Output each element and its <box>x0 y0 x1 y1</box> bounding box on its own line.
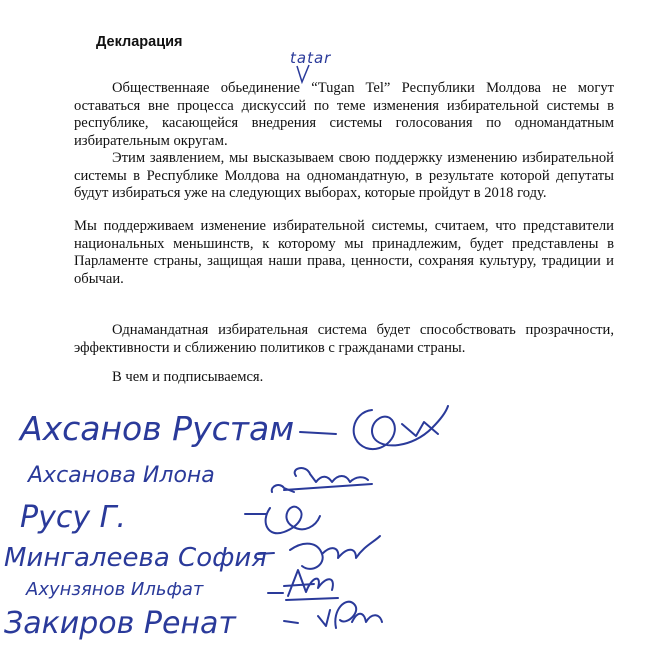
paragraph-4: Однамандатная избирательная система будет способствовать прозрачности, эффективности и сближению политиков с гражданами страны. <box>74 322 614 356</box>
signature-mark-4 <box>290 536 380 569</box>
signature-name-6: Закиров Ренат <box>4 606 236 641</box>
signature-mark-1 <box>354 406 448 449</box>
signature-name-3: Русу Г. <box>20 500 126 535</box>
signature-name-1: Ахсанов Рустам <box>20 409 295 448</box>
signature-name-5: Ахунзянов Ильфат <box>26 579 204 600</box>
paragraph-3: Мы поддерживаем изменение избирательной системы, считаем, что представители национальных меньшинств, к которому мы принадлежим, будет представлены в Парламенте страны, защищая наши права, ценности, сохраняя культуру, традиции и обычаи. <box>74 218 614 287</box>
closing-line: В чем и подписываемся. <box>112 369 264 385</box>
dash-mark <box>258 553 274 554</box>
dash-mark <box>284 621 298 623</box>
signature-name-2: Ахсанова Илона <box>28 463 215 488</box>
paragraph-2: Этим заявлением, мы высказываем свою поддержку изменению избирательной системы в Республике Молдова на одномандатную, в результате которой депутаты будут избираться уже на следующих выборах, которые пройдут в 2018 году. <box>74 150 614 201</box>
signature-mark-3 <box>266 485 320 533</box>
document-title: Декларация <box>96 34 183 50</box>
paragraph-1: Общественнаяе обьединение “Tugan Tel” Республики Молдова не могут оставаться вне процесса дискуссий по теме изменения избирательной системы в республике, касающейся внедрения системы голосования по одномандатным избирательным округам. <box>74 80 614 149</box>
signature-mark-5 <box>284 570 338 600</box>
signature-mark-6 <box>318 602 382 628</box>
signature-name-4: Мингалеева София <box>4 543 267 573</box>
dash-mark <box>300 432 336 434</box>
signature-mark-2 <box>284 468 372 490</box>
handwritten-insert: tatar <box>290 49 332 67</box>
signature-block <box>0 390 648 652</box>
